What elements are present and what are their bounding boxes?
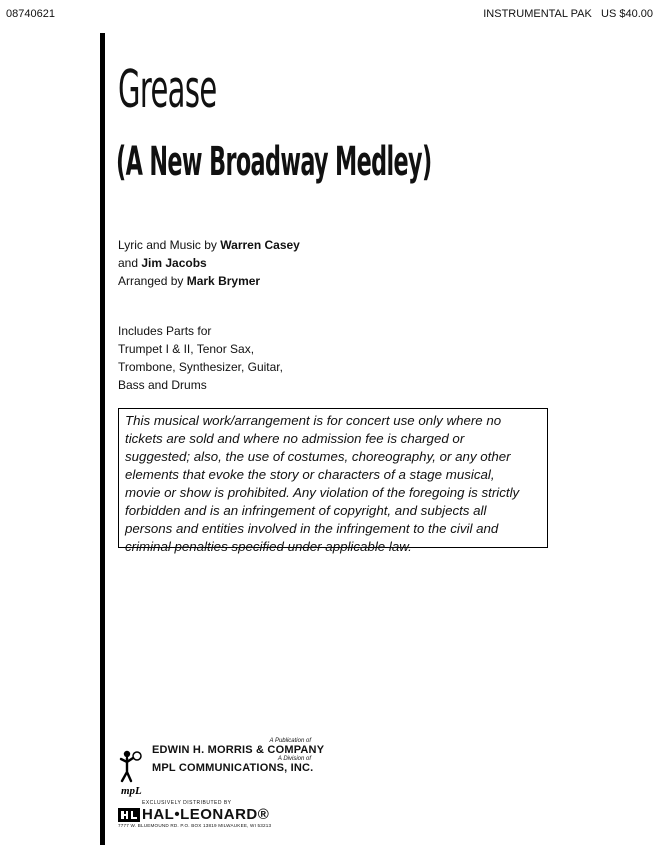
credit-composer-2	[118, 254, 300, 272]
credit-name: Jim Jacobs	[141, 256, 207, 270]
publisher-block	[118, 738, 338, 797]
division-label: A Division of	[277, 756, 311, 762]
parts-line: Trumpet I & II, Tenor Sax,	[118, 342, 255, 356]
notice-line: criminal penalties specified under applicable law.	[125, 539, 412, 554]
distributor-label: EXCLUSIVELY DISTRIBUTED BY	[142, 800, 232, 806]
parts-line: Trombone, Synthesizer, Guitar,	[118, 360, 283, 374]
catalog-number: 08740621	[6, 8, 55, 20]
mpl-logo-icon	[118, 748, 146, 800]
notice-line: suggested; also, the use of costumes, choreography, or any other	[125, 449, 511, 464]
notice-line: movie or show is prohibited. Any violation of the foregoing is strictly	[125, 485, 520, 500]
parent-company: MPL COMMUNICATIONS, INC.	[152, 762, 314, 774]
notice-line: tickets are sold and where no admission fee is charged or	[125, 431, 465, 446]
credit-composer	[118, 236, 300, 254]
distributor-row	[118, 806, 318, 823]
credit-label: Lyric and Music by	[118, 238, 221, 252]
credit-arranger	[118, 272, 300, 290]
distributor-name: HAL•LEONARD®	[142, 806, 270, 823]
price-line: INSTRUMENTAL PAK US $40.00	[483, 8, 653, 20]
credit-name: Warren Casey	[220, 238, 300, 252]
parts-line: Includes Parts for	[118, 324, 212, 338]
distributor-block	[118, 800, 318, 828]
credits	[118, 236, 300, 290]
svg-text:mpL: mpL	[121, 785, 142, 797]
parts-line: Bass and Drums	[118, 378, 207, 392]
copyright-notice	[118, 408, 548, 554]
publisher-name: EDWIN H. MORRIS & COMPANY	[152, 744, 325, 756]
page-title: Grease	[118, 60, 217, 120]
credit-label: and	[118, 256, 142, 270]
distributor-address: 7777 W. BLUEMOUND RD. P.O. BOX 13819 MILWAUKEE, WI 53213	[118, 823, 272, 828]
credit-name: Mark Brymer	[186, 274, 261, 288]
hal-leonard-logo-icon	[118, 808, 140, 822]
publication-label: A Publication of	[269, 738, 311, 744]
notice-line: persons and entities involved in the infringement to the civil and	[125, 521, 499, 536]
parts-list	[118, 322, 283, 394]
notice-line: forbidden and is an infringement of copyright, and subjects all	[125, 503, 487, 518]
page-subtitle: (A New Broadway Medley)	[116, 139, 432, 185]
notice-line: This musical work/arrangement is for concert use only where no	[125, 413, 502, 428]
credit-label: Arranged by	[118, 274, 187, 288]
vertical-rule	[100, 33, 105, 845]
notice-line: elements that evoke the story or characters of a stage musical,	[125, 467, 495, 482]
